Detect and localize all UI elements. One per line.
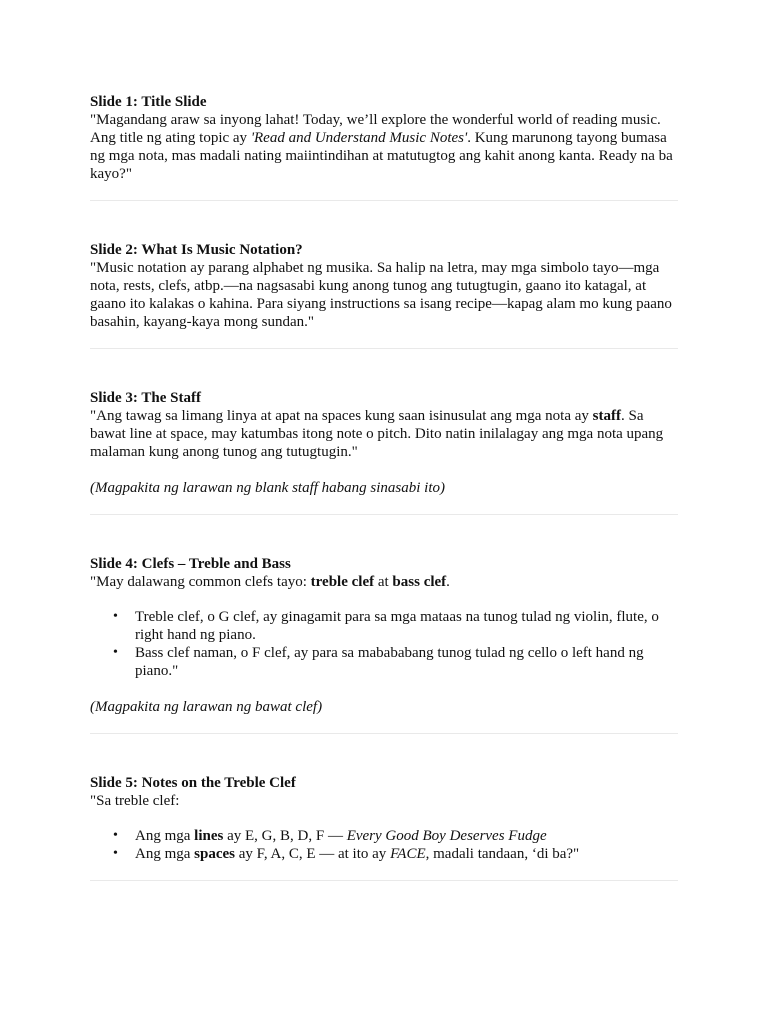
list-item-text: Bass clef naman, o F clef, ay para sa mabababang tunog tulad ng cello o left hand ng piano." xyxy=(135,645,644,679)
list-item-text-end: , madali tandaan, ‘di ba?" xyxy=(425,846,580,862)
lines-term: lines xyxy=(194,828,224,844)
lines-mnemonic: Every Good Boy Deserves Fudge xyxy=(346,828,547,844)
list-item xyxy=(113,827,678,845)
slide-3-section xyxy=(90,389,678,497)
section-divider xyxy=(90,514,678,515)
slide-4-bass-term: bass clef xyxy=(392,574,447,590)
bullet-icon: • xyxy=(113,846,118,861)
slide-5-bullet-list xyxy=(90,827,678,863)
section-divider xyxy=(90,733,678,734)
slide-1-topic-title: 'Read and Understand Music Notes' xyxy=(250,130,468,146)
section-divider xyxy=(90,200,678,201)
slide-2-section xyxy=(90,241,678,331)
slide-1-text xyxy=(90,111,678,183)
bullet-icon: • xyxy=(113,828,118,843)
slide-4-treble-term: treble clef xyxy=(310,574,375,590)
slide-2-text: "Music notation ay parang alphabet ng musika. Sa halip na letra, may mga simbolo tayo—mga nota, rests, clefs, atbp.—na nagsasabi kung anong tunog ang tutugtugin, gaano ito katagal, at gaano ito kalakas o kahina. Para siyang instructions sa isang recipe—kapag alam mo kung paano basahin, kayang-kaya mong sundan." xyxy=(90,260,672,330)
section-divider xyxy=(90,880,678,881)
slide-3-stage-note: (Magpakita ng larawan ng blank staff habang sinasabi ito) xyxy=(90,480,445,496)
slide-4-title: Slide 4: Clefs – Treble and Bass xyxy=(90,556,291,572)
slide-1-title: Slide 1: Title Slide xyxy=(90,94,207,110)
slide-4-text-part: "May dalawang common clefs tayo: xyxy=(90,574,311,590)
slide-5-text: "Sa treble clef: xyxy=(90,793,180,809)
slide-4-section xyxy=(90,555,678,716)
list-item-text: Treble clef, o G clef, ay ginagamit para sa mga mataas na tunog tulad ng violin, flute, o right hand ng piano. xyxy=(135,609,659,643)
slide-4-text-mid: at xyxy=(374,574,393,590)
list-item-text-mid: ay E, G, B, D, F — xyxy=(223,828,347,844)
slide-4-stage-note: (Magpakita ng larawan ng bawat clef) xyxy=(90,699,323,715)
slide-5-section xyxy=(90,774,678,863)
bullet-icon: • xyxy=(113,609,118,624)
list-item xyxy=(113,608,678,644)
list-item-text-pre: Ang mga xyxy=(135,846,195,862)
slide-4-bullet-list xyxy=(90,608,678,680)
document-page xyxy=(90,93,678,921)
list-item-text-mid: ay F, A, C, E — at ito ay xyxy=(235,846,391,862)
slide-2-title: Slide 2: What Is Music Notation? xyxy=(90,242,303,258)
section-divider xyxy=(90,348,678,349)
slide-4-text-end: . xyxy=(446,574,450,590)
slide-4-text xyxy=(90,573,678,591)
list-item xyxy=(113,845,678,863)
slide-3-text xyxy=(90,407,678,461)
spaces-term: spaces xyxy=(194,846,236,862)
slide-3-staff-term: staff xyxy=(592,408,621,424)
slide-3-text-end: . Sa bawat line at space, may katumbas itong note o pitch. Dito natin inilalagay ang mga nota upang malaman kung anong tunog ang tutugtugin." xyxy=(90,408,664,460)
spaces-mnemonic: FACE xyxy=(390,846,426,862)
slide-1-text-end: . Kung marunong tayong bumasa ng mga nota, mas madali nating maiintindihan at matutugtog ang kahit anong kanta. Ready na ba kayo?" xyxy=(90,130,673,182)
slide-3-title: Slide 3: The Staff xyxy=(90,390,201,406)
list-item-text-pre: Ang mga xyxy=(135,828,195,844)
slide-3-text-part: "Ang tawag sa limang linya at apat na spaces kung saan isinusulat ang mga nota ay xyxy=(90,408,593,424)
list-item xyxy=(113,644,678,680)
bullet-icon: • xyxy=(113,645,118,660)
slide-1-section xyxy=(90,93,678,183)
slide-1-text-part: "Magandang araw sa inyong lahat! Today, we’ll explore the wonderful world of reading music. Ang title ng ating topic ay xyxy=(90,112,661,146)
slide-5-title: Slide 5: Notes on the Treble Clef xyxy=(90,775,296,791)
